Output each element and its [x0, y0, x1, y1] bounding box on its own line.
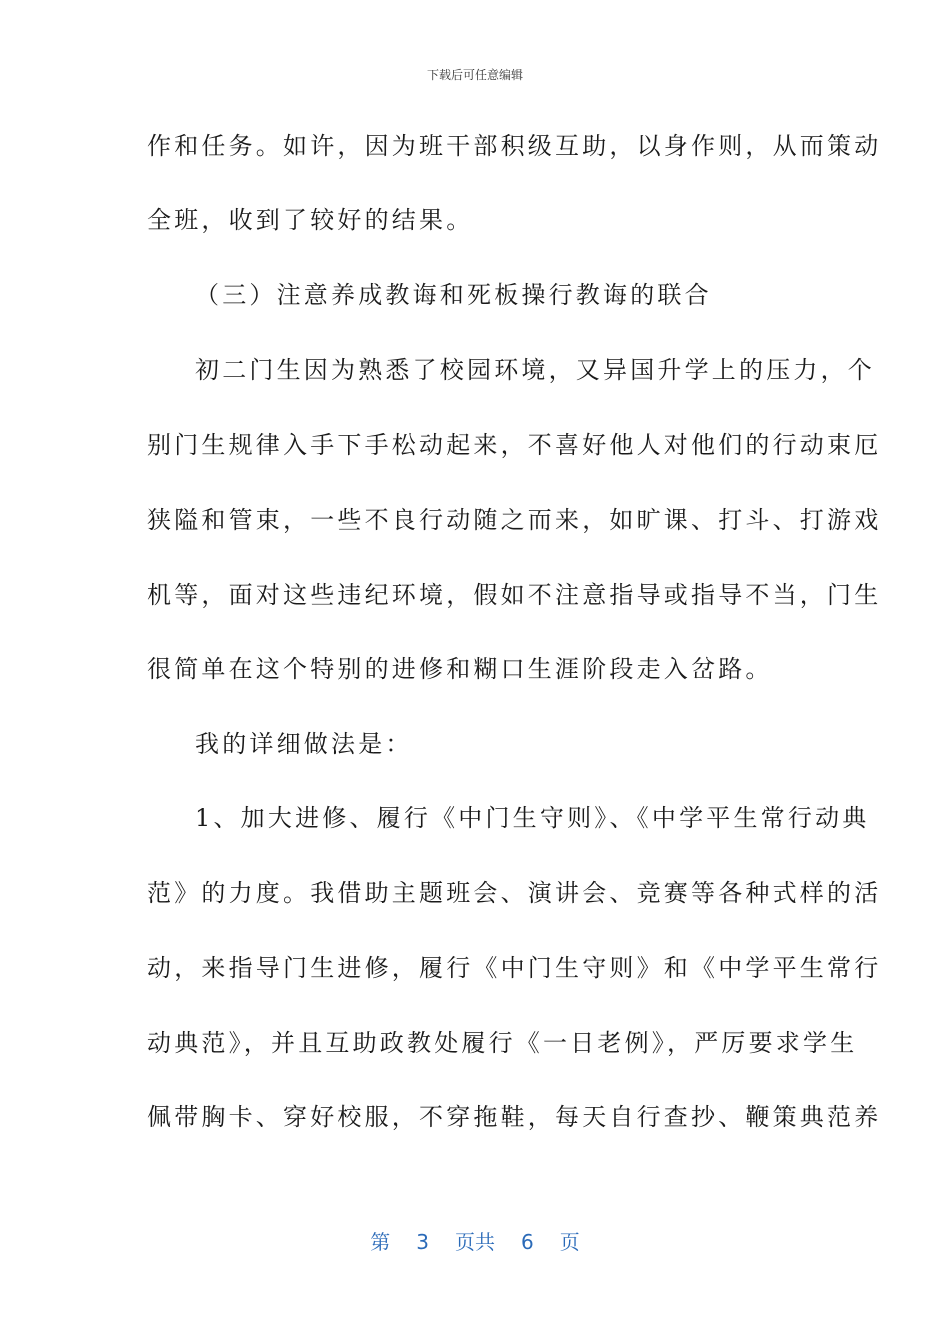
- footer-suffix: 页: [559, 1230, 580, 1254]
- body-line: 别门生规律入手下手松动起来，不喜好他人对他们的行动束厄: [147, 431, 882, 459]
- section-heading: （三）注意养成教诲和死板操行教诲的联合: [195, 281, 712, 309]
- body-line: 作和任务。如许，因为班干部积级互助，以身作则，从而策动: [147, 132, 882, 160]
- body-line: 1、加大进修、履行《中门生守则》、《中学平生常行动典: [195, 804, 870, 832]
- body-line: 佩带胸卡、穿好校服，不穿拖鞋，每天自行查抄、鞭策典范养: [147, 1103, 882, 1131]
- page-footer: [0, 1226, 950, 1255]
- body-line: 动，来指导门生进修，履行《中门生守则》和《中学平生常行: [147, 954, 882, 982]
- header-note: 下载后可任意编辑: [426, 68, 523, 82]
- body-line: 很简单在这个特别的进修和糊口生涯阶段走入岔路。: [147, 655, 773, 683]
- body-line: 初二门生因为熟悉了校园环境，又异国升学上的压力，个: [195, 356, 875, 384]
- body-line: 动典范》，并且互助政教处履行《一日老例》，严厉要求学生: [147, 1029, 858, 1057]
- body-line: 机等，面对这些违纪环境，假如不注意指导或指导不当，门生: [147, 581, 882, 609]
- body-line: 狭隘和管束，一些不良行动随之而来，如旷课、打斗、打游戏: [147, 506, 882, 534]
- body-line: 范》的力度。我借助主题班会、演讲会、竞赛等各种式样的活: [147, 879, 882, 907]
- body-line: 我的详细做法是：: [195, 730, 413, 758]
- footer-total-pages: 6: [521, 1230, 534, 1254]
- footer-current-page: 3: [416, 1230, 429, 1254]
- body-line: 全班，收到了较好的结果。: [147, 206, 474, 234]
- footer-prefix: 第: [370, 1230, 391, 1254]
- footer-middle: 页共: [455, 1230, 495, 1254]
